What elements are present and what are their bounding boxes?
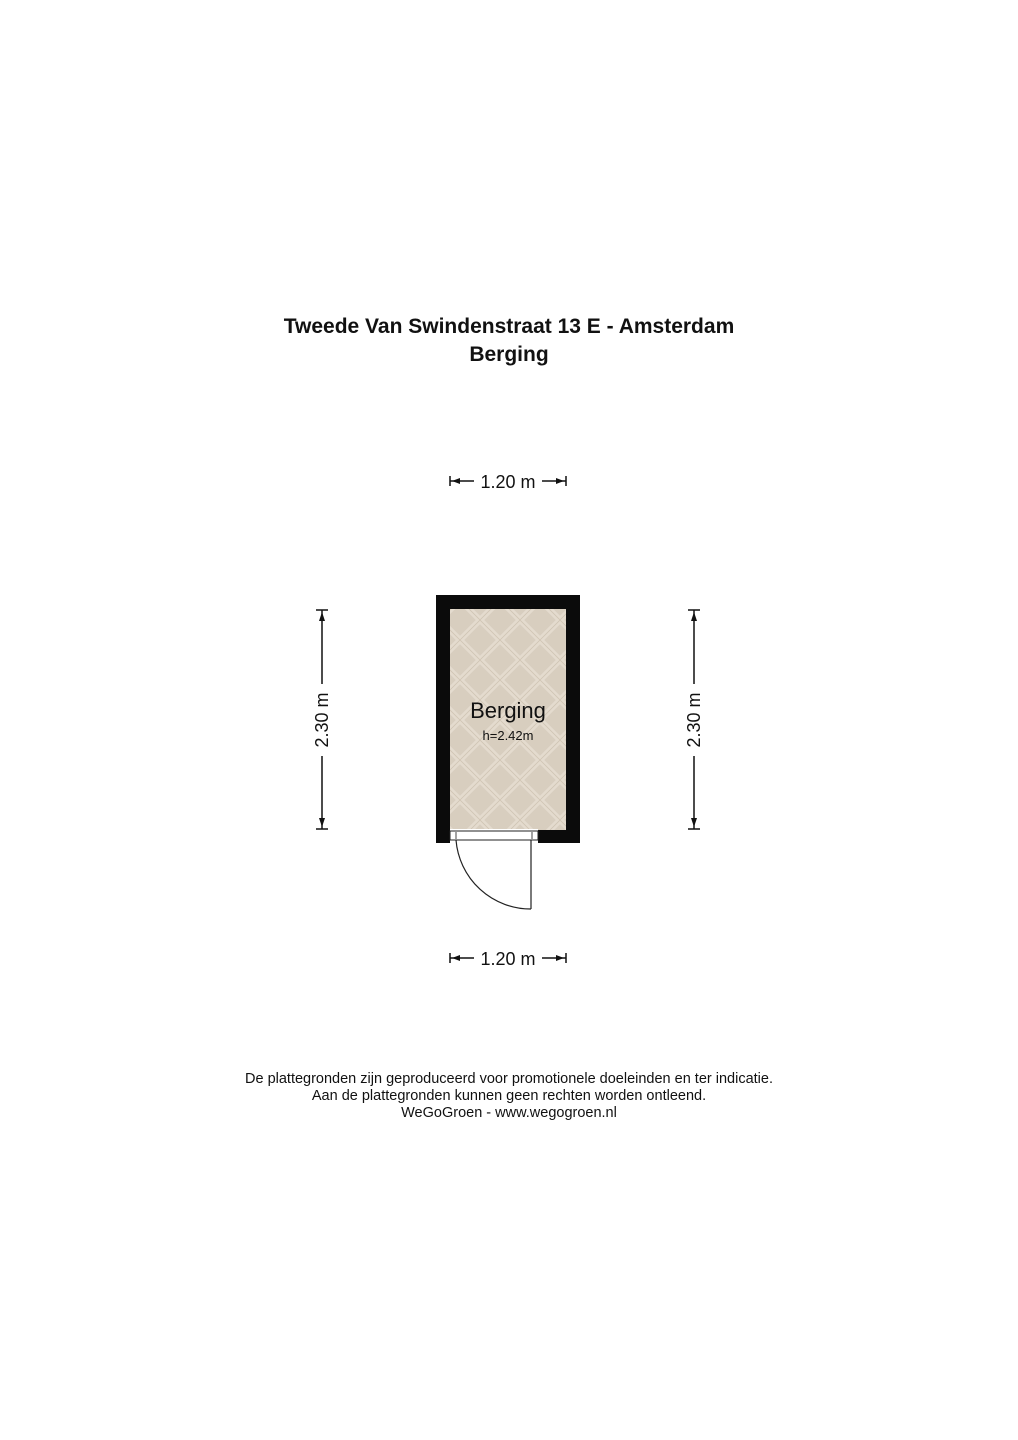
dimension-left-height-label: 2.30 m bbox=[312, 692, 332, 748]
dimension-top-width-label: 1.20 m bbox=[480, 472, 536, 492]
dimension-bottom-width-label: 1.20 m bbox=[480, 949, 536, 969]
disclaimer-line-1: De plattegronden zijn geproduceerd voor promotionele doeleinden en ter indicatie. bbox=[245, 1071, 773, 1087]
door-frame bbox=[450, 831, 538, 840]
disclaimer-line-2: Aan de plattegronden kunnen geen rechten worden ontleend. bbox=[311, 1088, 707, 1104]
plan-address-title: Tweede Van Swindenstraat 13 E - Amsterdam bbox=[283, 315, 735, 338]
door-swing bbox=[456, 840, 531, 909]
plan-floor-title: Berging bbox=[469, 343, 549, 366]
disclaimer-line-3: WeGoGroen - www.wegogroen.nl bbox=[401, 1105, 617, 1121]
dimension-right-height-label: 2.30 m bbox=[684, 692, 704, 748]
room-height-label: h=2.42m bbox=[482, 728, 534, 743]
room-name-label: Berging bbox=[470, 698, 546, 723]
